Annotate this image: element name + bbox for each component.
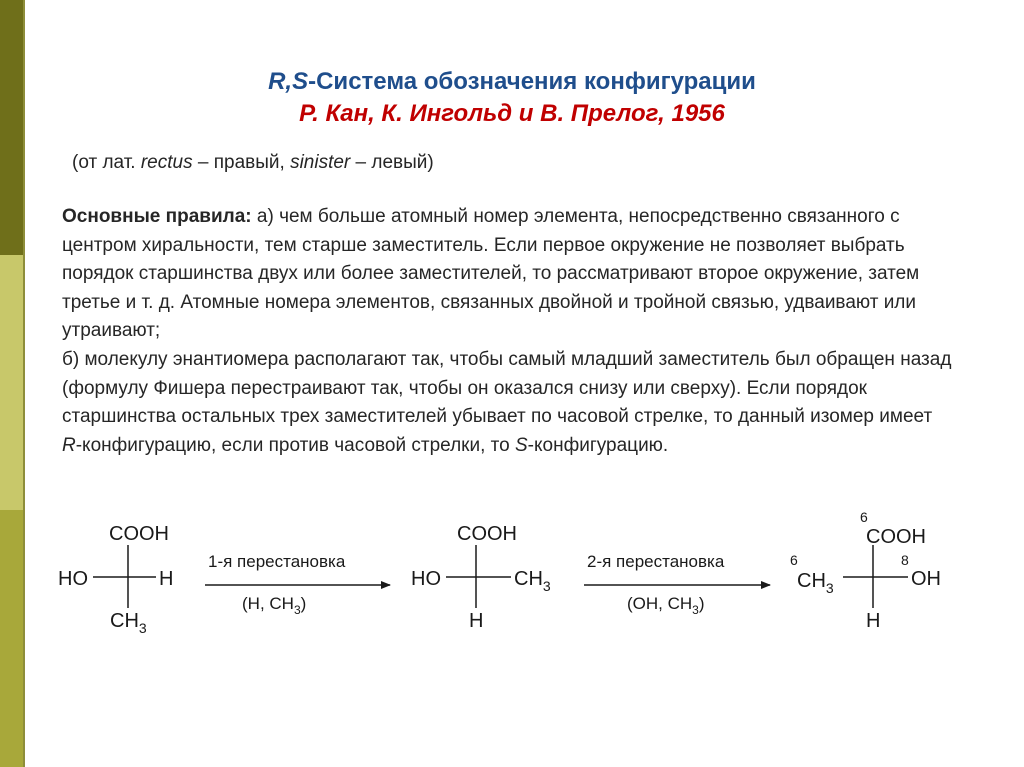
rule-b-3: -конфигурацию. bbox=[527, 434, 669, 456]
rule-a: а) чем больше атомный номер элемента, непосредственно связанного с центром хиральности, тем старше заместитель. Если первое окружение не позволяет выбрать порядок старшинства двух или более заместителей, то рассматривают второе окружение, затем третье и т. д. Атомные номера элементов, связанных двойной и тройной связью, удваивают или утраивают; bbox=[62, 206, 920, 342]
rule-s-letter: S bbox=[514, 434, 528, 456]
title-rs-letters: R,S bbox=[268, 68, 309, 95]
arrow-2-sublabel: (OH, $CH_3$) bbox=[627, 594, 705, 617]
mol1-bottom-group: $CH_3$ bbox=[110, 610, 147, 636]
mol2-top-group: COOH bbox=[457, 523, 517, 545]
sidebar-segment-middle bbox=[0, 255, 23, 510]
permutation-arrow-2 bbox=[584, 552, 770, 617]
mol3-right-rank: 8 bbox=[901, 552, 909, 568]
mol3-left-group: $CH_3$ bbox=[797, 570, 834, 596]
mol1-right-group: H bbox=[159, 568, 174, 590]
mol3-right-group: OH bbox=[911, 568, 941, 590]
slide-title bbox=[0, 66, 1024, 130]
title-line-2: Р. Кан, К. Ингольд и В. Прелог, 1956 bbox=[299, 100, 725, 127]
fischer-projection-2 bbox=[411, 523, 551, 632]
mol3-top-rank: 6 bbox=[860, 509, 868, 525]
mol3-top-group: COOH bbox=[866, 526, 926, 548]
rule-r-letter: R bbox=[62, 434, 76, 456]
note-sinister: sinister bbox=[290, 152, 351, 173]
mol3-left-rank: 6 bbox=[790, 552, 798, 568]
fischer-scheme-svg bbox=[0, 505, 1024, 655]
note-open: (от лат. bbox=[72, 152, 141, 173]
permutation-arrow-1 bbox=[205, 552, 390, 617]
note-close: – левый) bbox=[350, 152, 434, 173]
fischer-projection-1 bbox=[58, 523, 173, 636]
mol2-left-group: HO bbox=[411, 568, 441, 590]
mol3-bottom-group: H bbox=[866, 610, 881, 632]
note-rectus: rectus bbox=[140, 152, 193, 173]
arrow-1-label: 1-я перестановка bbox=[208, 552, 346, 571]
mol1-left-group: HO bbox=[58, 568, 88, 590]
title-line-1 bbox=[0, 66, 1024, 98]
mol2-right-group: $CH_3$ bbox=[514, 568, 551, 594]
title-line-1-text: -Система обозначения конфигурации bbox=[308, 68, 756, 95]
arrow-2-label: 2-я перестановка bbox=[587, 552, 725, 571]
arrow-1-sublabel: (H, $CH_3$) bbox=[242, 594, 307, 617]
rule-b-2: -конфигурацию, если против часовой стрелки, то bbox=[75, 434, 515, 456]
rules-heading: Основные правила: bbox=[62, 206, 252, 227]
rule-b: б) молекулу энантиомера располагают так, чтобы самый младший заместитель был обращен назад (формулу Фишера перестраивают так, чтобы он оказался снизу или сверху). Если порядок старшинства остальных трех заместителей убывает по часовой стрелке, то данный изомер имеет bbox=[62, 348, 952, 428]
rules-paragraph bbox=[62, 203, 952, 460]
latin-note bbox=[72, 152, 434, 174]
fischer-projection-3 bbox=[790, 509, 941, 632]
mol2-bottom-group: H bbox=[469, 610, 484, 632]
note-mid: – правый, bbox=[192, 152, 291, 173]
mol1-top-group: COOH bbox=[109, 523, 169, 545]
fischer-scheme bbox=[0, 505, 1024, 655]
